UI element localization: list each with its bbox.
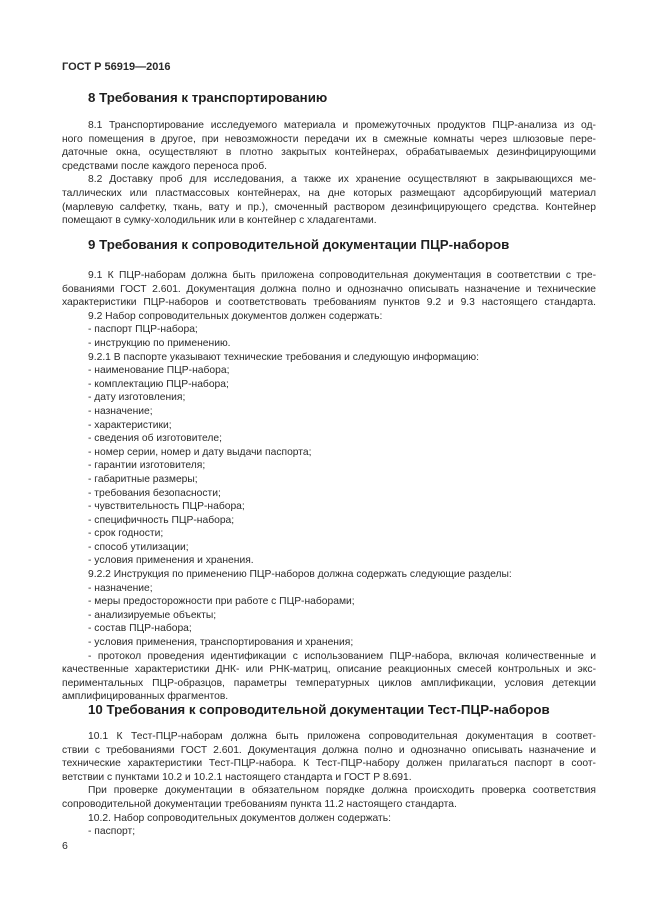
text-line: 9.2 Набор сопроводительных документов должен содержать:	[88, 310, 383, 322]
list-item: - назначение;	[88, 582, 153, 594]
section-9-heading: 9 Требования к сопроводительной документации ПЦР-наборов	[88, 237, 510, 252]
text-line: средствами после каждого переноса проб.	[62, 160, 267, 172]
list-item: - наименование ПЦР-набора;	[88, 365, 230, 377]
list-item: - способ утилизации;	[88, 541, 189, 553]
text-line: бованиями ГОСТ 2.601. Документация должна полно и однозначно описывать назначение и технические	[62, 283, 596, 295]
list-item: - состав ПЦР-набора;	[88, 623, 192, 635]
list-item: - меры предосторожности при работе с ПЦР-наборами;	[88, 596, 355, 608]
text-line: ного помещения в другое, при невозможности передачи их в смежные комнаты через шлюзовые пере-	[62, 133, 596, 145]
section-10-body	[62, 730, 596, 839]
list-item: - требования безопасности;	[88, 487, 221, 499]
text-line: 9.2.2 Инструкция по применению ПЦР-наборов должна содержать следующие разделы:	[88, 569, 512, 581]
list-item: - гарантии изготовителя;	[88, 460, 206, 472]
list-item: - инструкцию по применению.	[88, 337, 231, 349]
text-line: При проверке документации в обязательном порядке должна происходить проверка соответствия	[88, 785, 596, 797]
text-line: - протокол проведения идентификации с использованием ПЦР-набора, включая количественные и	[88, 650, 596, 662]
text-line: ветствии с пунктами 10.2 и 10.2.1 настоящего стандарта и ГОСТ Р 8.691.	[62, 771, 412, 783]
text-line: 8.1 Транспортирование исследуемого материала и промежуточных продуктов ПЦР-анализа из од-	[88, 120, 596, 131]
text-line: 10.2. Набор сопроводительных документов должен содержать:	[88, 812, 391, 824]
text-line: 8.2 Доставку проб для исследования, а также их хранение осуществляют в закрывающихся ме-	[88, 174, 596, 186]
list-item: - дату изготовления;	[88, 392, 186, 404]
list-item: - условия применения, транспортирования и хранения;	[88, 637, 354, 649]
text-line: технические характеристики Тест-ПЦР-набора. К Тест-ПЦР-набору должен прилагаться паспорт в соот-	[62, 758, 596, 770]
list-item: - паспорт ПЦР-набора;	[88, 324, 198, 336]
section-8-heading: 8 Требования к транспортированию	[88, 90, 328, 105]
list-item: - габаритные размеры;	[88, 473, 198, 485]
text-line: сопроводительной документации требованиям пункта 11.2 настоящего стандарта.	[62, 798, 457, 810]
text-line: амплифицированных фрагментов.	[62, 691, 229, 703]
document-header: ГОСТ Р 56919—2016	[62, 61, 171, 73]
text-line: 9.2.1 В паспорте указывают технические требования и следующую информацию:	[88, 351, 479, 363]
text-line: даточные окна, осуществляют в плотно закрытых контейнерах, обрабатываемых дезинфицирующими	[62, 147, 596, 159]
list-item: - чувствительность ПЦР-набора;	[88, 501, 245, 513]
section-10-heading: 10 Требования к сопроводительной документации Тест-ПЦР-наборов	[88, 702, 550, 717]
list-item: - анализируемые объекты;	[88, 609, 217, 621]
page-number: 6	[62, 840, 68, 852]
text-line: периментальных ПЦР-образцов, параметры температурных циклов амплификации, условия детекции	[62, 677, 596, 689]
list-item: - характеристики;	[88, 419, 172, 431]
text-line: 9.1 К ПЦР-наборам должна быть приложена сопроводительная документация в соответствии с тре-	[88, 270, 596, 281]
list-item: - назначение;	[88, 405, 153, 417]
text-line: характеристики ПЦР-наборов и соответствовать требованиям пунктов 9.2 и 9.3 настоящего стандарта.	[62, 297, 596, 309]
list-item: - условия применения и хранения.	[88, 555, 254, 567]
text-line: помещают в сумку-холодильник или в контейнер с хладагентами.	[62, 215, 377, 227]
text-line: (марлевую салфетку, ткань, вату и пр.), смоченный раствором дезинфицирующего средства. Контейнер	[62, 201, 596, 213]
text-line: таллических или пластмассовых контейнерах, на дне которых размещают адсорбирующий материал	[62, 187, 596, 199]
list-item: - паспорт;	[88, 826, 136, 838]
list-item: - специфичность ПЦР-набора;	[88, 514, 235, 526]
list-item: - срок годности;	[88, 528, 164, 540]
list-item: - номер серии, номер и дату выдачи паспорта;	[88, 446, 312, 458]
text-line: качественные характеристики ДНК- или РНК-матриц, описание реакционных смесей контрольных и экс-	[62, 664, 596, 676]
section-8-body	[62, 119, 596, 228]
section-9-body	[62, 269, 596, 704]
list-item: - комплектацию ПЦР-набора;	[88, 378, 229, 390]
list-item: - сведения об изготовителе;	[88, 433, 223, 445]
text-line: 10.1 К Тест-ПЦР-наборам должна быть приложена сопроводительная документация в соответ-	[88, 731, 596, 742]
text-line: ствии с требованиями ГОСТ 2.601. Документация должна полно и однозначно описывать назначение и	[62, 744, 596, 756]
